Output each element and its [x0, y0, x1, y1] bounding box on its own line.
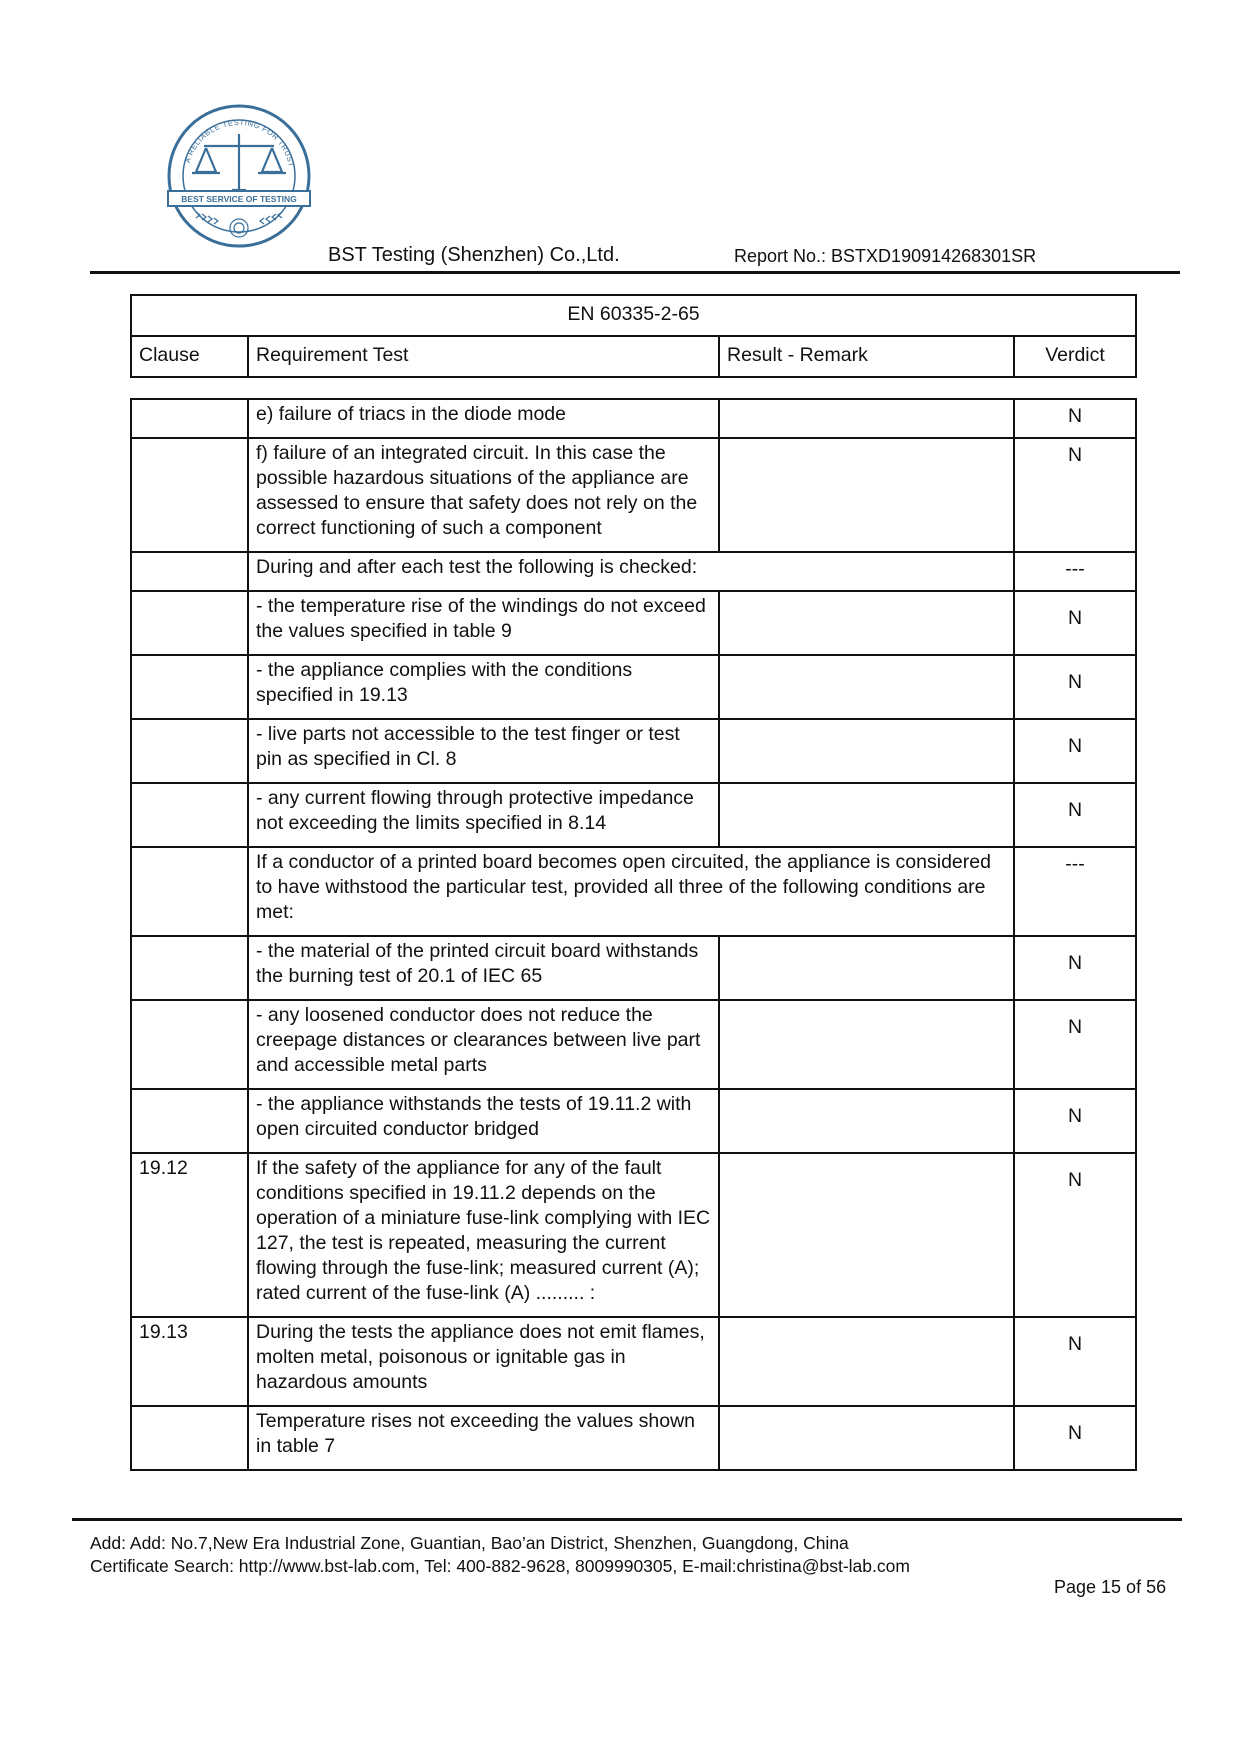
footer-contact [90, 1532, 910, 1578]
header-divider [90, 271, 1180, 274]
requirement-cell: f) failure of an integrated circuit. In this case the possible hazardous situations of the appliance are assessed to ensure that safety does not rely on the correct functioning of such a component [248, 438, 719, 552]
requirement-cell: - live parts not accessible to the test finger or test pin as specified in Cl. 8 [248, 719, 719, 783]
table-row [131, 1089, 1136, 1153]
clause-cell [131, 655, 248, 719]
clause-cell [131, 552, 248, 591]
requirement-cell: - the appliance complies with the conditions specified in 19.13 [248, 655, 719, 719]
verdict-cell: N [1014, 399, 1136, 438]
table-row [131, 591, 1136, 655]
clause-cell [131, 1089, 248, 1153]
result-cell [719, 1406, 1014, 1470]
requirement-cell: If the safety of the appliance for any of the fault conditions specified in 19.11.2 depends on the operation of a miniature fuse-link complying with IEC 127, the test is repeated, measuring the current flowing through the fuse-link; measured current (A); rated current of the fuse-link (A) ......... : [248, 1153, 719, 1317]
result-cell [719, 399, 1014, 438]
clause-cell [131, 936, 248, 1000]
footer-divider [72, 1518, 1182, 1521]
table-row [131, 1000, 1136, 1089]
clause-cell [131, 783, 248, 847]
result-cell [719, 1089, 1014, 1153]
requirement-cell: e) failure of triacs in the diode mode [248, 399, 719, 438]
requirement-cell: During and after each test the following is checked: [248, 552, 1014, 591]
requirement-cell: If a conductor of a printed board becomes open circuited, the appliance is considered to have withstood the particular test, provided all three of the following conditions are met: [248, 847, 1014, 936]
requirement-cell: - the material of the printed circuit board withstands the burning test of 20.1 of IEC 65 [248, 936, 719, 1000]
table-row [131, 1153, 1136, 1317]
result-cell [719, 936, 1014, 1000]
result-cell [719, 783, 1014, 847]
verdict-cell: N [1014, 438, 1136, 552]
verdict-cell: N [1014, 936, 1136, 1000]
page-number: Page 15 of 56 [1054, 1577, 1167, 1597]
requirement-cell: - any loosened conductor does not reduce the creepage distances or clearances between live part and accessible metal parts [248, 1000, 719, 1089]
verdict-cell: N [1014, 1089, 1136, 1153]
requirement-cell: Temperature rises not exceeding the values shown in table 7 [248, 1406, 719, 1470]
verdict-cell: --- [1014, 552, 1136, 591]
requirement-cell: During the tests the appliance does not emit flames, molten metal, poisonous or ignitable gas in hazardous amounts [248, 1317, 719, 1406]
requirement-cell: - any current flowing through protective impedance not exceeding the limits specified in 8.14 [248, 783, 719, 847]
requirement-cell: - the temperature rise of the windings do not exceed the values specified in table 9 [248, 591, 719, 655]
result-cell [719, 438, 1014, 552]
verdict-cell: N [1014, 1406, 1136, 1470]
table-row [131, 783, 1136, 847]
col-verdict: Verdict [1014, 336, 1136, 377]
result-cell [719, 655, 1014, 719]
clause-cell [131, 719, 248, 783]
table-row [131, 1406, 1136, 1470]
clause-cell [131, 1406, 248, 1470]
result-cell [719, 1000, 1014, 1089]
clause-cell [131, 438, 248, 552]
table-row [131, 1317, 1136, 1406]
company-name: BST Testing (Shenzhen) Co.,Ltd. [328, 244, 620, 266]
verdict-cell: N [1014, 719, 1136, 783]
table-header [130, 294, 1137, 378]
table-row [131, 438, 1136, 552]
svg-text:BEST SERVICE OF TESTING: BEST SERVICE OF TESTING [181, 194, 297, 204]
verdict-cell: N [1014, 783, 1136, 847]
result-cell [719, 1317, 1014, 1406]
bst-logo [166, 104, 312, 254]
table-row [131, 655, 1136, 719]
result-cell [719, 591, 1014, 655]
col-clause: Clause [131, 336, 248, 377]
table-row [131, 552, 1136, 591]
footer-address: Add: Add: No.7,New Era Industrial Zone, Guantian, Bao’an District, Shenzhen, Guangdong, China [90, 1533, 849, 1553]
verdict-cell: N [1014, 591, 1136, 655]
clause-cell: 19.12 [131, 1153, 248, 1317]
verdict-cell: N [1014, 1153, 1136, 1317]
clause-cell [131, 847, 248, 936]
svg-text:A RELIABLE TESTING FOR TRUST: A RELIABLE TESTING FOR TRUST [182, 117, 297, 169]
verdict-cell: --- [1014, 847, 1136, 936]
table-row [131, 719, 1136, 783]
verdict-cell: N [1014, 1000, 1136, 1089]
table-row [131, 399, 1136, 438]
requirement-cell: - the appliance withstands the tests of 19.11.2 with open circuited conductor bridged [248, 1089, 719, 1153]
clause-cell: 19.13 [131, 1317, 248, 1406]
verdict-cell: N [1014, 655, 1136, 719]
requirements-table [130, 398, 1137, 1471]
table-row [131, 936, 1136, 1000]
standard-title: EN 60335-2-65 [131, 295, 1136, 336]
result-cell [719, 719, 1014, 783]
result-cell [719, 1153, 1014, 1317]
col-result: Result - Remark [719, 336, 1014, 377]
verdict-cell: N [1014, 1317, 1136, 1406]
footer-certificate: Certificate Search: http://www.bst-lab.com, Tel: 400-882-9628, 8009990305, E-mail:christina@bst-lab.com [90, 1556, 910, 1576]
table-row [131, 847, 1136, 936]
col-requirement: Requirement Test [248, 336, 719, 377]
clause-cell [131, 1000, 248, 1089]
report-number: Report No.: BSTXD190914268301SR [734, 246, 1037, 266]
clause-cell [131, 399, 248, 438]
clause-cell [131, 591, 248, 655]
